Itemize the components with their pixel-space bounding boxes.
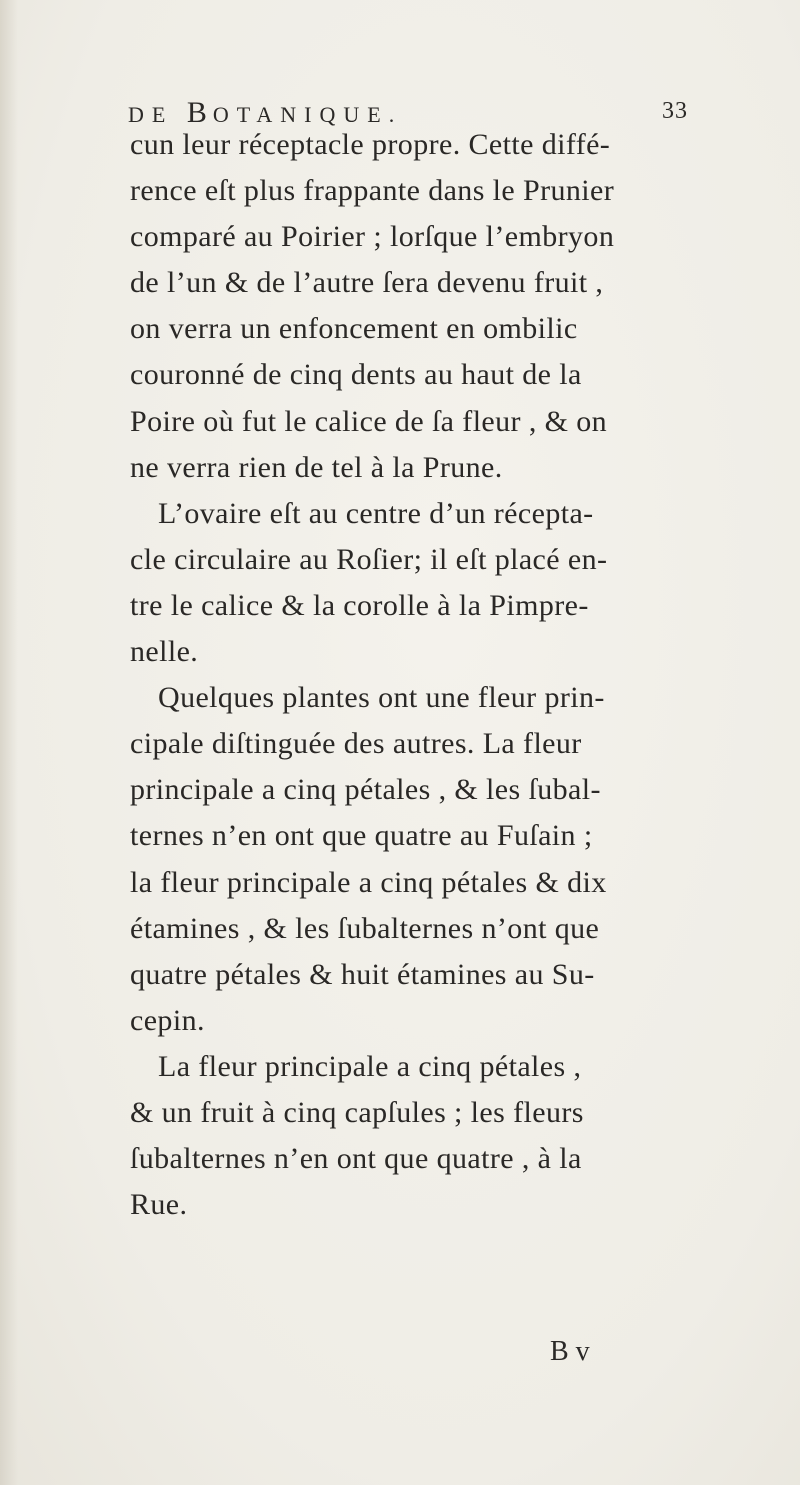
text-line: de l’un & de l’autre ſera devenu fruit , — [130, 266, 604, 300]
text-line: quatre pétales & huit étamines au Su- — [130, 957, 595, 991]
running-head-initial: B — [186, 96, 213, 129]
running-head-prefix: DE — [128, 102, 174, 127]
text-line: cipale diſtinguée des autres. La fleur — [130, 727, 582, 761]
running-head-rest: OTANIQUE. — [212, 102, 403, 127]
body-text — [130, 122, 730, 1228]
catchword: B v — [550, 1336, 590, 1367]
text-line: principale a cinq pétales , & les ſubal- — [130, 773, 601, 807]
text-line: Rue. — [130, 1188, 188, 1222]
text-line: rence eſt plus frappante dans le Prunier — [130, 174, 615, 208]
paragraph-start-line: Quelques plantes ont une fleur prin- — [158, 681, 605, 715]
page-number: 33 — [662, 98, 688, 124]
text-line: cepin. — [130, 1003, 205, 1037]
paragraph-start-line: La fleur principale a cinq pétales , — [158, 1049, 582, 1083]
text-line: cun leur réceptacle propre. Cette diffé- — [130, 128, 611, 161]
page-edge-shadow — [0, 0, 18, 1485]
text-line: nelle. — [130, 635, 199, 669]
text-line: comparé au Poirier ; lorſque l’embryon — [130, 220, 615, 254]
text-line: tre le calice & la corolle à la Pimpre- — [130, 588, 589, 622]
text-line: cle circulaire au Roſier; il eſt placé en- — [130, 542, 608, 576]
text-line: la fleur principale a cinq pétales & dix — [130, 865, 607, 899]
text-line: Poire où fut le calice de ſa fleur , & on — [130, 404, 608, 438]
text-line: ne verra rien de tel à la Prune. — [130, 450, 503, 484]
text-line: on verra un enfoncement en ombilic — [130, 312, 578, 346]
text-line: & un fruit à cinq capſules ; les fleurs — [130, 1095, 584, 1129]
text-line: ternes n’en ont que quatre au Fuſain ; — [130, 819, 593, 853]
paragraph-start-line: L’ovaire eſt au centre d’un récepta- — [158, 496, 594, 530]
text-line: couronné de cinq dents au haut de la — [130, 358, 582, 392]
text-line: étamines , & les ſubalternes n’ont que — [130, 911, 600, 945]
text-line: ſubalternes n’en ont que quatre , à la — [130, 1142, 582, 1176]
